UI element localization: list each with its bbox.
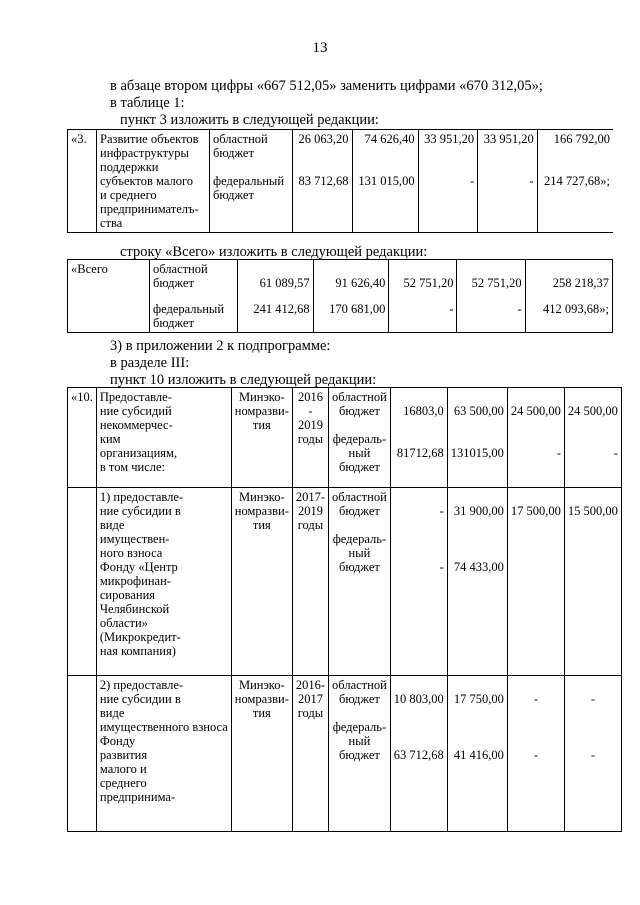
funding-source: областной бюджет федераль- ный бюджет	[329, 388, 391, 488]
executor: Минэко- номразви- тия	[231, 488, 292, 676]
value-cell: 52 751,20 -	[457, 260, 525, 333]
row-label: «Всего	[68, 260, 150, 333]
row-number	[68, 676, 97, 832]
paragraph-line: в разделе III:	[110, 355, 190, 371]
paragraph-line: в абзаце втором цифры «667 512,05» заменить цифрами «670 312,05»;	[110, 78, 543, 94]
funding-source: областной бюджет федераль- ный бюджет	[329, 676, 391, 832]
period: 2016 - 2019 годы	[292, 388, 328, 488]
paragraph-line: в таблице 1:	[110, 95, 185, 111]
value-cell: 26 063,20 83 712,68	[293, 130, 353, 233]
executor: Минэко- номразви- тия	[231, 676, 292, 832]
paragraph-line: пункт 3 изложить в следующей редакции:	[120, 112, 379, 128]
paragraph-line: пункт 10 изложить в следующей редакции:	[110, 372, 377, 388]
item-name: 2) предоставле- ние субсидии в виде имущественного взноса Фонду развития малого и среднего предпринима-	[96, 676, 231, 832]
value-cell: 258 218,37 412 093,68»;	[525, 260, 612, 333]
item-name: 1) предоставле- ние субсидии в виде имуществен- ного взноса Фонду «Центр микрофинан- сирования Челябинской области» (Микрокредит- ная компания)	[96, 488, 231, 676]
table-row	[68, 260, 613, 333]
row-number: «3.	[68, 130, 97, 233]
page-number: 13	[312, 40, 328, 56]
value-cell: 31 900,00 74 433,00	[447, 488, 507, 676]
value-cell: 24 500,00 -	[507, 388, 564, 488]
paragraph-line: 3) в приложении 2 к подпрограмме:	[110, 338, 331, 354]
period: 2017- 2019 годы	[292, 488, 328, 676]
value-cell: - -	[390, 488, 447, 676]
value-cell: 61 089,57 241 412,68	[238, 260, 314, 333]
item-name: Предоставле- ние субсидий некоммерчес- ким организациям, в том числе:	[96, 388, 231, 488]
table-item-3	[67, 129, 613, 233]
value-cell: 63 500,00 131015,00	[447, 388, 507, 488]
table-row	[68, 676, 622, 832]
value-cell: - -	[507, 676, 564, 832]
value-cell: 15 500,00	[564, 488, 621, 676]
table-row	[68, 130, 614, 233]
value-cell: 17 500,00	[507, 488, 564, 676]
executor: Минэко- номразви- тия	[231, 388, 292, 488]
value-cell: 33 951,20 -	[418, 130, 478, 233]
value-cell: 16803,0 81712,68	[390, 388, 447, 488]
value-cell: 17 750,00 41 416,00	[447, 676, 507, 832]
funding-source: областной бюджет федераль- ный бюджет	[329, 488, 391, 676]
value-cell: 10 803,00 63 712,68	[390, 676, 447, 832]
table-row	[68, 388, 622, 488]
period: 2016- 2017 годы	[292, 676, 328, 832]
row-number	[68, 488, 97, 676]
value-cell: 166 792,00 214 727,68»;	[537, 130, 613, 233]
value-cell: 24 500,00 -	[564, 388, 621, 488]
funding-source: областной бюджет федеральный бюджет	[150, 260, 238, 333]
value-cell: 52 751,20 -	[389, 260, 457, 333]
table-item-10	[67, 387, 622, 832]
funding-source: областной бюджет федеральный бюджет	[210, 130, 293, 233]
table-total	[67, 259, 613, 333]
value-cell: 74 626,40 131 015,00	[352, 130, 418, 233]
paragraph-line: строку «Всего» изложить в следующей редакции:	[120, 244, 428, 260]
row-number: «10.	[68, 388, 97, 488]
item-name: Развитие объектов инфраструктуры поддержки субъектов малого и среднего предпринимателъ- ства	[97, 130, 210, 233]
value-cell: - -	[564, 676, 621, 832]
value-cell: 33 951,20 -	[478, 130, 538, 233]
value-cell: 91 626,40 170 681,00	[313, 260, 389, 333]
table-row	[68, 488, 622, 676]
